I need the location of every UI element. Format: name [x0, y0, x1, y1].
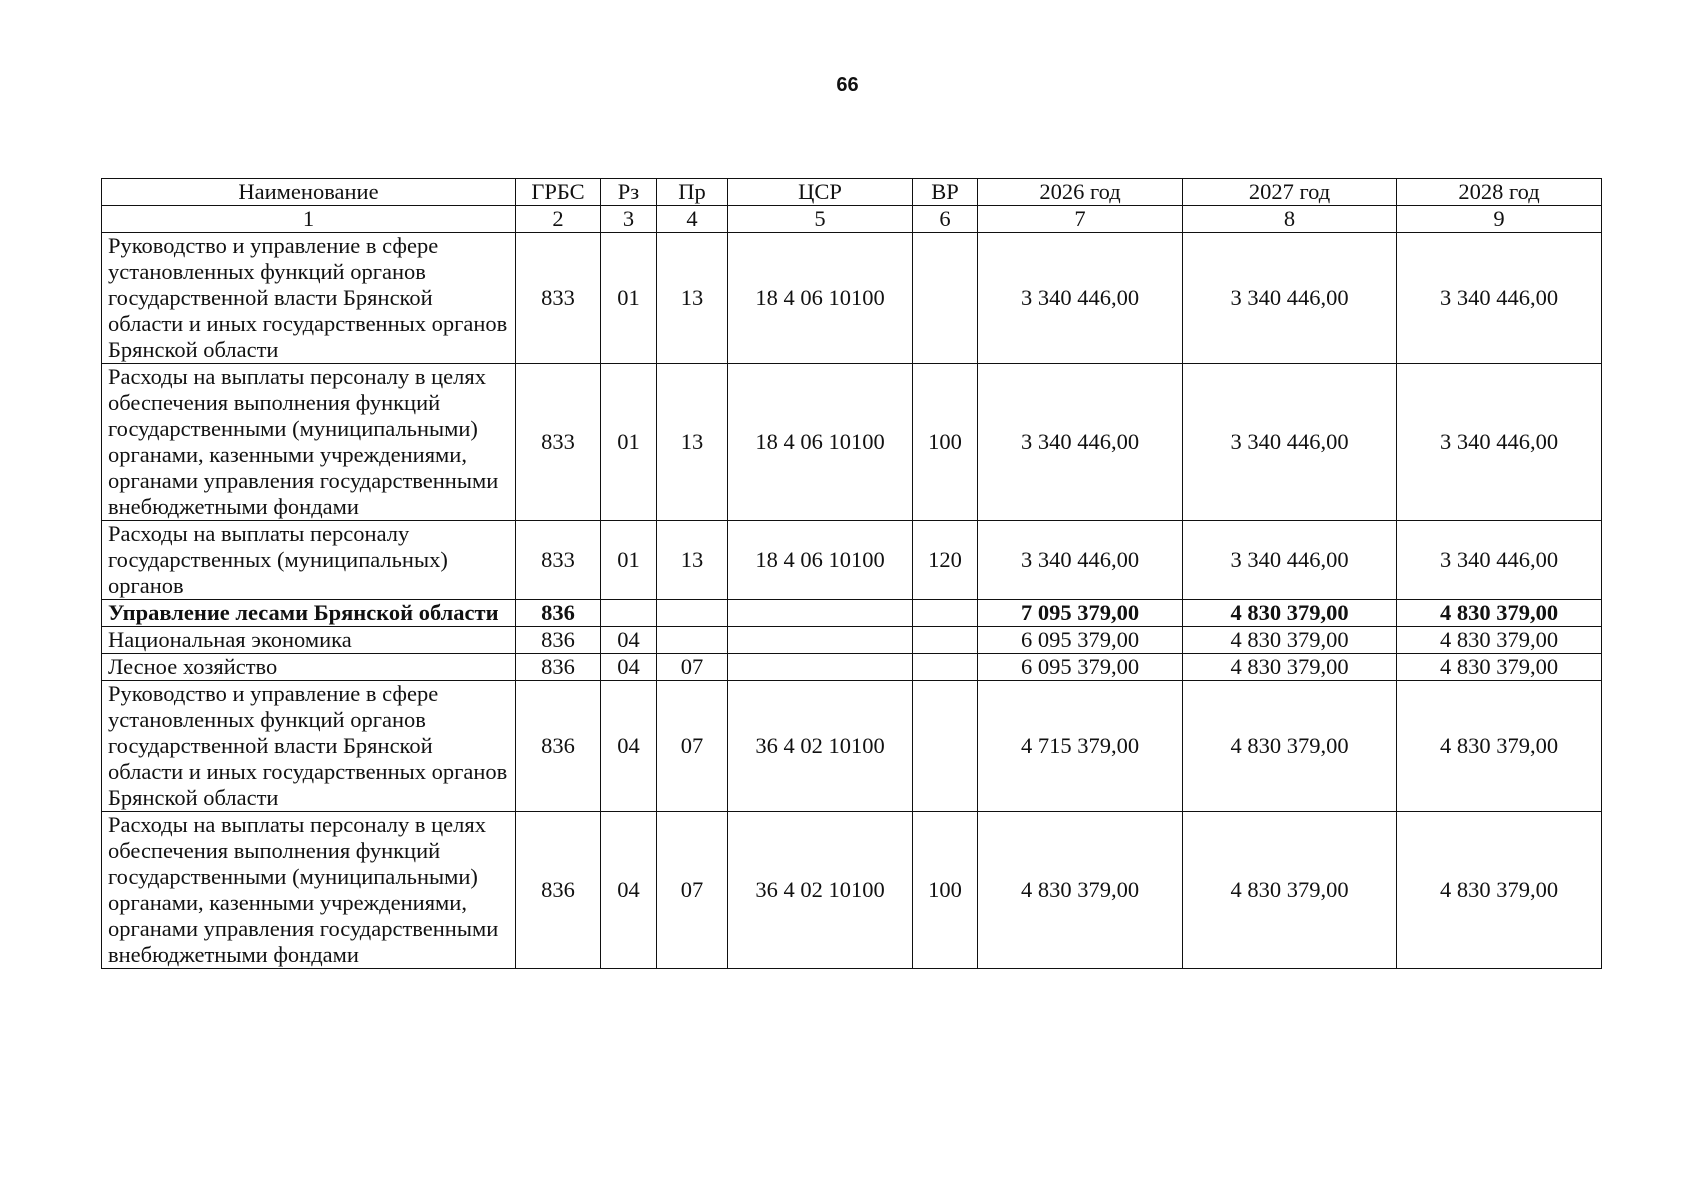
- row-name: Расходы на выплаты персоналу в целях обеспечения выполнения функций государственными (муниципальными) органами, казенными учреждениями, органами управления государственными внебюджетными фондами: [102, 364, 516, 521]
- column-number: 9: [1397, 206, 1602, 233]
- row-amount-2028: 3 340 446,00: [1397, 364, 1602, 521]
- row-csr: [728, 600, 913, 627]
- header-grbs: ГРБС: [516, 179, 601, 206]
- column-number: 8: [1183, 206, 1397, 233]
- row-vr: 100: [913, 812, 978, 969]
- table-row: [102, 233, 1602, 364]
- header-row: [102, 179, 1602, 206]
- table-row: [102, 654, 1602, 681]
- row-amount-2028: 3 340 446,00: [1397, 521, 1602, 600]
- row-rz: 01: [601, 364, 657, 521]
- table-row-section-total: [102, 600, 1602, 627]
- row-rz: 01: [601, 521, 657, 600]
- row-name: Руководство и управление в сфере установленных функций органов государственной власти Брянской области и иных государственных органов Брянской области: [102, 233, 516, 364]
- row-pr: [657, 600, 728, 627]
- row-amount-2028: 4 830 379,00: [1397, 654, 1602, 681]
- row-pr: [657, 627, 728, 654]
- column-number: 6: [913, 206, 978, 233]
- row-amount-2027: 3 340 446,00: [1183, 233, 1397, 364]
- row-vr: [913, 600, 978, 627]
- row-csr: 36 4 02 10100: [728, 812, 913, 969]
- row-csr: 18 4 06 10100: [728, 233, 913, 364]
- header-pr: Пр: [657, 179, 728, 206]
- table-row: [102, 521, 1602, 600]
- row-amount-2026: 6 095 379,00: [978, 654, 1183, 681]
- column-number: 7: [978, 206, 1183, 233]
- row-grbs: 836: [516, 654, 601, 681]
- header-csr: ЦСР: [728, 179, 913, 206]
- row-vr: [913, 681, 978, 812]
- header-year-2028: 2028 год: [1397, 179, 1602, 206]
- row-pr: 13: [657, 364, 728, 521]
- table-row: [102, 364, 1602, 521]
- column-number-row: [102, 206, 1602, 233]
- table-row: [102, 681, 1602, 812]
- row-csr: 18 4 06 10100: [728, 521, 913, 600]
- row-amount-2028: 4 830 379,00: [1397, 681, 1602, 812]
- row-pr: 07: [657, 654, 728, 681]
- row-name: Расходы на выплаты персоналу государственных (муниципальных) органов: [102, 521, 516, 600]
- row-grbs: 836: [516, 600, 601, 627]
- row-amount-2028: 4 830 379,00: [1397, 600, 1602, 627]
- row-pr: 07: [657, 681, 728, 812]
- row-grbs: 833: [516, 364, 601, 521]
- row-amount-2027: 3 340 446,00: [1183, 521, 1397, 600]
- header-rz: Рз: [601, 179, 657, 206]
- column-number: 2: [516, 206, 601, 233]
- column-number: 1: [102, 206, 516, 233]
- table-row: [102, 627, 1602, 654]
- row-rz: 04: [601, 681, 657, 812]
- row-rz: 04: [601, 812, 657, 969]
- row-amount-2028: 4 830 379,00: [1397, 627, 1602, 654]
- row-grbs: 836: [516, 627, 601, 654]
- header-name: Наименование: [102, 179, 516, 206]
- row-amount-2026: 3 340 446,00: [978, 233, 1183, 364]
- column-number: 4: [657, 206, 728, 233]
- row-amount-2027: 4 830 379,00: [1183, 600, 1397, 627]
- header-year-2026: 2026 год: [978, 179, 1183, 206]
- row-amount-2026: 6 095 379,00: [978, 627, 1183, 654]
- row-rz: 04: [601, 654, 657, 681]
- row-amount-2026: 7 095 379,00: [978, 600, 1183, 627]
- row-csr: 36 4 02 10100: [728, 681, 913, 812]
- row-grbs: 833: [516, 233, 601, 364]
- row-csr: [728, 654, 913, 681]
- row-amount-2028: 3 340 446,00: [1397, 233, 1602, 364]
- row-vr: [913, 233, 978, 364]
- row-amount-2027: 4 830 379,00: [1183, 654, 1397, 681]
- row-amount-2026: 4 830 379,00: [978, 812, 1183, 969]
- row-vr: [913, 627, 978, 654]
- row-csr: 18 4 06 10100: [728, 364, 913, 521]
- budget-table: [101, 178, 1602, 969]
- row-rz: 04: [601, 627, 657, 654]
- row-vr: 100: [913, 364, 978, 521]
- row-rz: 01: [601, 233, 657, 364]
- row-name: Национальная экономика: [102, 627, 516, 654]
- header-year-2027: 2027 год: [1183, 179, 1397, 206]
- row-csr: [728, 627, 913, 654]
- row-grbs: 836: [516, 812, 601, 969]
- row-name: Лесное хозяйство: [102, 654, 516, 681]
- row-vr: [913, 654, 978, 681]
- row-amount-2027: 4 830 379,00: [1183, 812, 1397, 969]
- row-name: Управление лесами Брянской области: [102, 600, 516, 627]
- row-amount-2026: 3 340 446,00: [978, 521, 1183, 600]
- row-amount-2028: 4 830 379,00: [1397, 812, 1602, 969]
- row-vr: 120: [913, 521, 978, 600]
- table-row: [102, 812, 1602, 969]
- header-vr: ВР: [913, 179, 978, 206]
- column-number: 5: [728, 206, 913, 233]
- column-number: 3: [601, 206, 657, 233]
- row-name: Расходы на выплаты персоналу в целях обеспечения выполнения функций государственными (муниципальными) органами, казенными учреждениями, органами управления государственными внебюджетными фондами: [102, 812, 516, 969]
- row-pr: 07: [657, 812, 728, 969]
- row-pr: 13: [657, 233, 728, 364]
- row-pr: 13: [657, 521, 728, 600]
- row-amount-2026: 4 715 379,00: [978, 681, 1183, 812]
- row-amount-2027: 3 340 446,00: [1183, 364, 1397, 521]
- row-amount-2026: 3 340 446,00: [978, 364, 1183, 521]
- row-amount-2027: 4 830 379,00: [1183, 627, 1397, 654]
- row-name: Руководство и управление в сфере установленных функций органов государственной власти Брянской области и иных государственных органов Брянской области: [102, 681, 516, 812]
- row-rz: [601, 600, 657, 627]
- row-amount-2027: 4 830 379,00: [1183, 681, 1397, 812]
- row-grbs: 836: [516, 681, 601, 812]
- row-grbs: 833: [516, 521, 601, 600]
- page-number: 66: [836, 74, 859, 96]
